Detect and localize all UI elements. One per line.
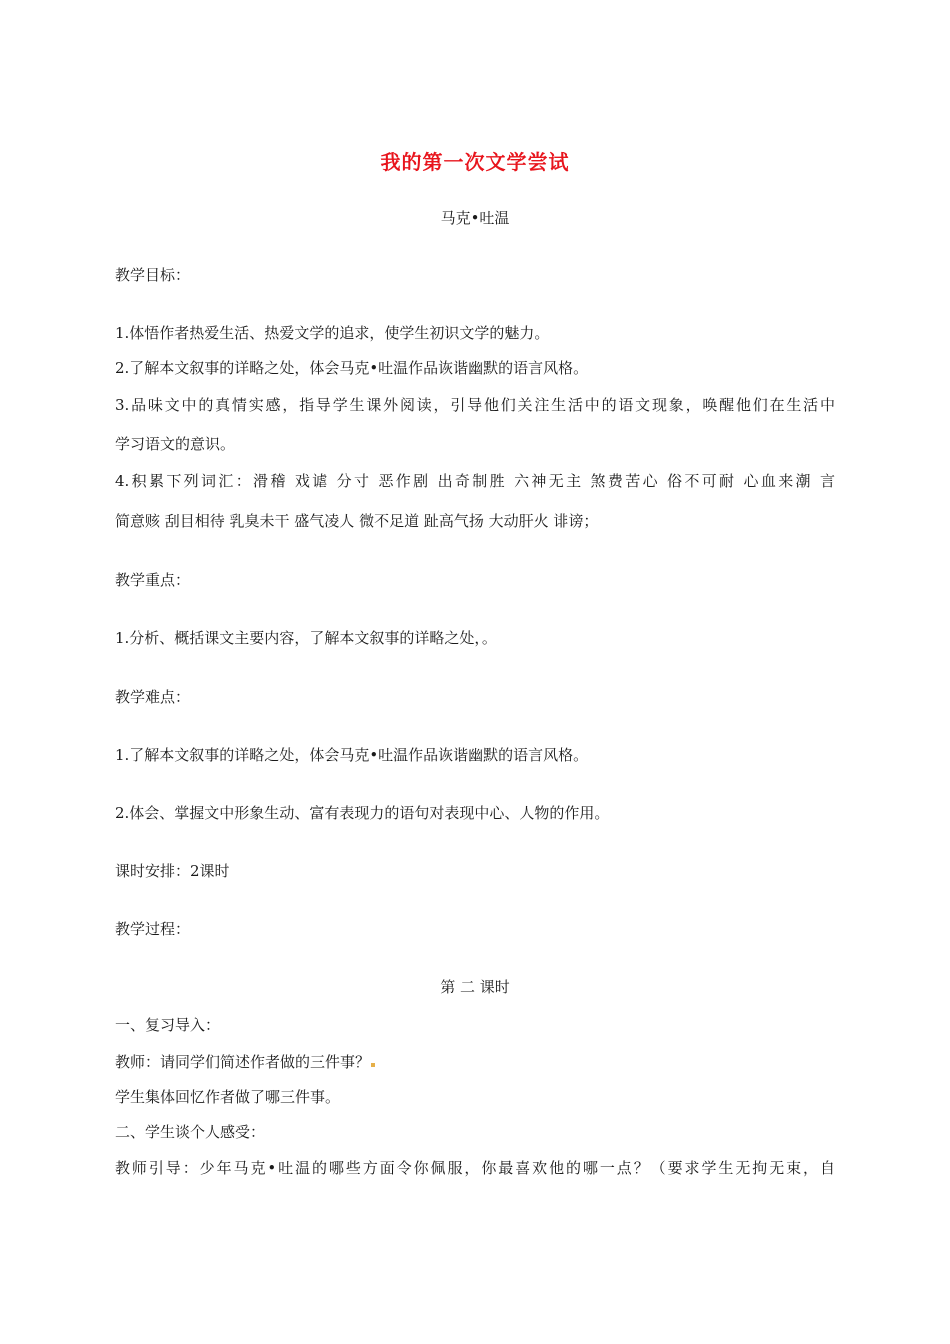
difficulty-item-1: 1.了解本文叙事的详略之处，体会马克•吐温作品诙谐幽默的语言风格。 xyxy=(115,746,589,764)
goal-item-3-line-2: 学习语文的意识。 xyxy=(115,435,236,453)
goal-item-3-line-1: 3.品味文中的真情实感，指导学生课外阅读，引导他们关注生活中的语文现象，唤醒他们在生活中 xyxy=(115,396,835,414)
goal-item-1: 1.体悟作者热爱生活、热爱文学的追求，使学生初识文学的魅力。 xyxy=(115,324,550,342)
key-point-item-1: 1.分析、概括课文主要内容，了解本文叙事的详略之处，。 xyxy=(115,629,497,647)
difficulty-item-2: 2.体会、掌握文中形象生动、富有表现力的语句对表现中心、人物的作用。 xyxy=(115,804,610,822)
teacher-guide: 教师引导：少年马克•吐温的哪些方面令你佩服，你最喜欢他的哪一点？（要求学生无拘无束，自 xyxy=(115,1159,835,1177)
section-feelings: 二、学生谈个人感受： xyxy=(115,1123,266,1141)
author-line: 马克•吐温 xyxy=(440,209,510,227)
process-heading: 教学过程： xyxy=(115,920,191,938)
document-title: 我的第一次文学尝试 xyxy=(380,150,570,174)
difficulties-heading: 教学难点： xyxy=(115,688,191,706)
key-points-heading: 教学重点： xyxy=(115,571,191,589)
goal-item-4-line-1: 4.积累下列词汇：滑稽 戏谑 分寸 恶作剧 出奇制胜 六神无主 煞费苦心 俗不可耐 心血来潮 言 xyxy=(115,472,835,490)
section-review: 一、复习导入： xyxy=(115,1016,221,1034)
highlight-mark xyxy=(371,1063,375,1067)
schedule-line: 课时安排：2课时 xyxy=(115,862,230,880)
goals-heading: 教学目标： xyxy=(115,266,191,284)
goal-item-2: 2.了解本文叙事的详略之处，体会马克•吐温作品诙谐幽默的语言风格。 xyxy=(115,359,589,377)
teacher-question: 教师：请同学们简述作者做的三件事？ xyxy=(115,1051,375,1073)
lesson-heading: 第 二 课时 xyxy=(440,978,510,996)
goal-item-4-line-2: 简意赅 刮目相待 乳臭未干 盛气凌人 微不足道 趾高气扬 大动肝火 诽谤； xyxy=(115,512,599,530)
students-recall: 学生集体回忆作者做了哪三件事。 xyxy=(115,1088,341,1106)
